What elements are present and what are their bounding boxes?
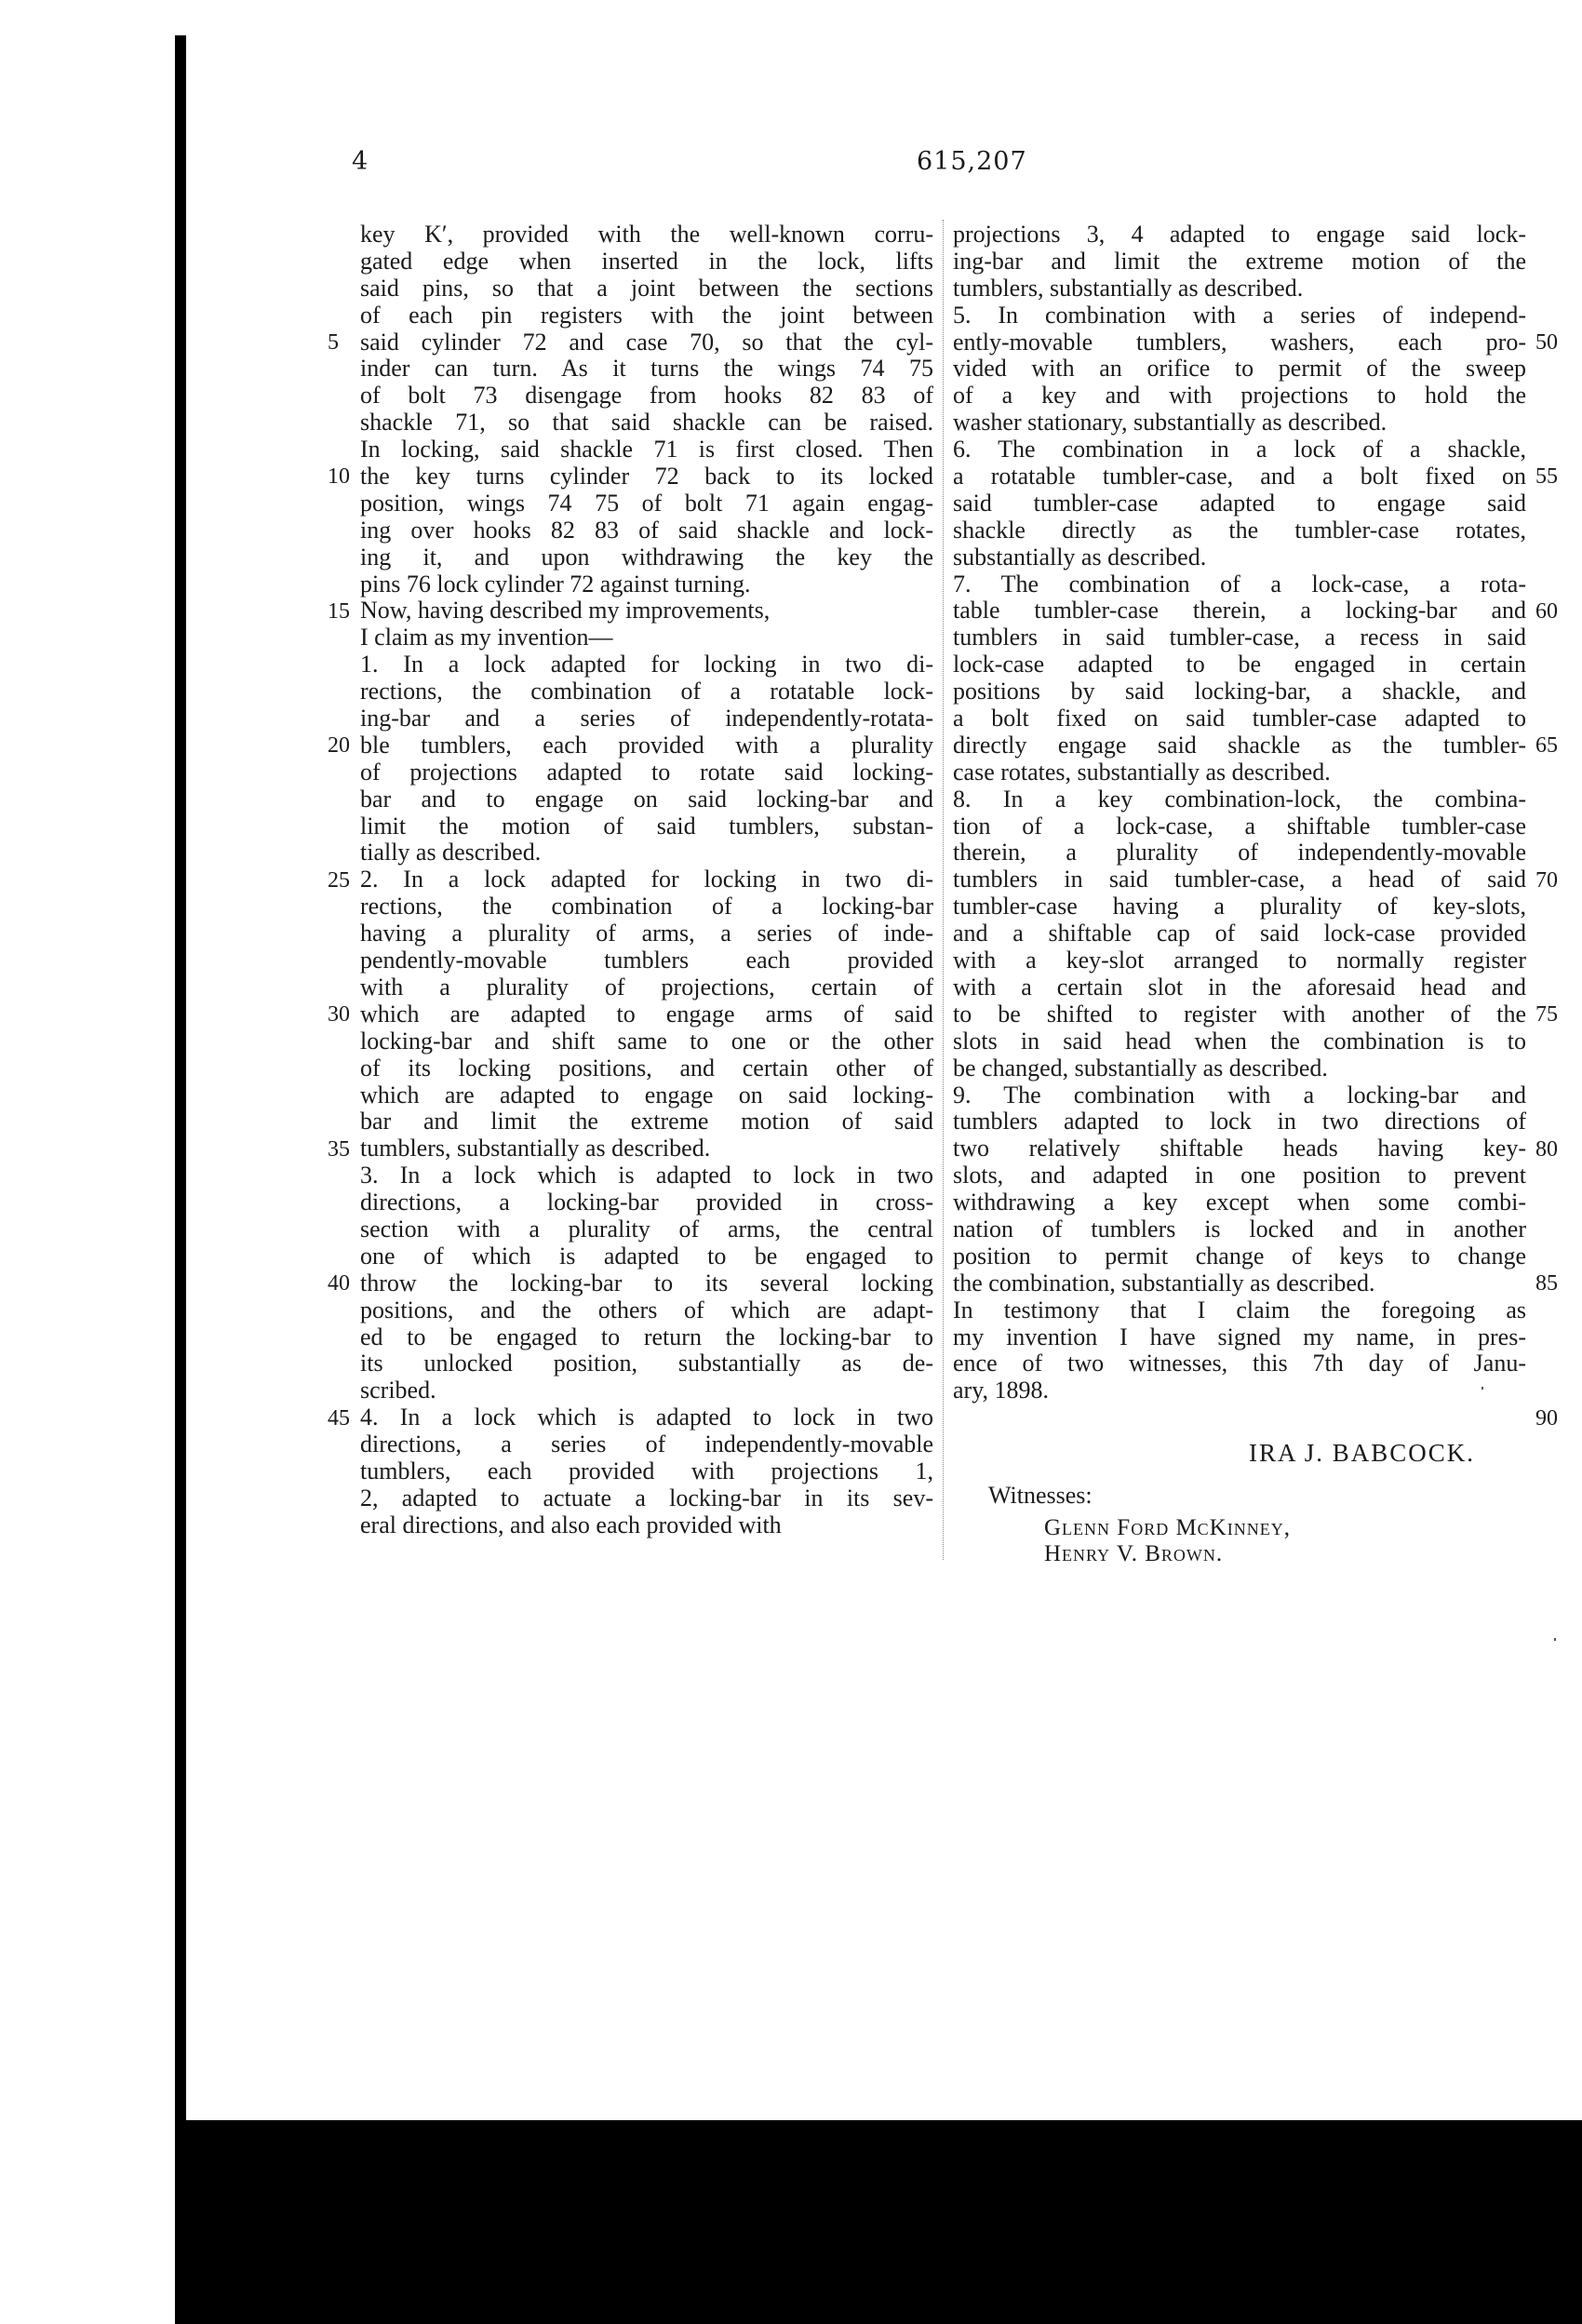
line-number: 60: [1535, 598, 1558, 624]
column-divider: [943, 220, 945, 1560]
text-line: a bolt fixed on said tumbler-case adapted to: [953, 705, 1526, 732]
text-line: positions by said locking-bar, a shackle, and: [953, 678, 1526, 705]
scan-border-bottom: [175, 2120, 1582, 2324]
text-line: of projections adapted to rotate said locking-: [360, 758, 933, 786]
text-line: substantially as described.: [953, 543, 1207, 571]
right-text-column: [953, 222, 1526, 1404]
text-line: tumblers in said tumbler-case, a recess in said: [953, 624, 1526, 652]
text-line: of a key and with projections to hold the: [953, 382, 1526, 410]
text-line: one of which is adapted to be engaged to: [360, 1242, 933, 1269]
text-line: 2, adapted to actuate a locking-bar in its sev-: [360, 1484, 933, 1511]
text-line: bar and to engage on said locking-bar and: [360, 785, 933, 813]
text-line: shackle directly as the tumbler-case rotates,: [953, 516, 1526, 544]
text-line: withdrawing a key except when some combi-: [953, 1189, 1526, 1216]
text-line: said cylinder 72 and case 70, so that the cyl-: [360, 328, 933, 356]
text-line: lock-case adapted to be engaged in certain: [953, 651, 1526, 678]
text-line: of its locking positions, and certain other of: [360, 1054, 933, 1081]
text-line: locking-bar and shift same to one or the other: [360, 1027, 933, 1055]
text-line: rections, the combination of a locking-bar: [360, 893, 933, 920]
text-line: its unlocked position, substantially as de-: [360, 1350, 933, 1377]
text-line: washer stationary, substantially as described.: [953, 409, 1388, 437]
text-line: limit the motion of said tumblers, substan-: [360, 812, 933, 840]
line-number: 25: [328, 867, 350, 893]
text-line: directions, a locking-bar provided in cross-: [360, 1189, 933, 1216]
text-line: In testimony that I claim the foregoing as: [953, 1296, 1526, 1323]
line-number: 35: [328, 1136, 350, 1162]
text-line: which are adapted to engage arms of said: [360, 1000, 933, 1028]
text-line: tumblers, each provided with projections 1,: [360, 1457, 933, 1484]
text-line: the combination, substantially as described.: [953, 1269, 1375, 1296]
witnesses-label: Witnesses:: [988, 1482, 1093, 1509]
text-line: directly engage said shackle as the tumbler-: [953, 731, 1526, 759]
text-line: tumblers, substantially as described.: [953, 274, 1304, 302]
line-number: 75: [1535, 1002, 1558, 1028]
text-line: two relatively shiftable heads having key-: [953, 1135, 1526, 1162]
left-text-column: [360, 222, 933, 1539]
text-line: ence of two witnesses, this 7th day of Janu-: [953, 1350, 1526, 1377]
line-number: 20: [328, 733, 350, 759]
text-line: be changed, substantially as described.: [953, 1054, 1328, 1081]
text-line: 6. The combination in a lock of a shackle,: [953, 436, 1526, 463]
line-number: 55: [1535, 464, 1558, 490]
text-line: and a shiftable cap of said lock-case provided: [953, 920, 1526, 947]
text-line: to be shifted to register with another of the: [953, 1000, 1526, 1028]
text-line: ing it, and upon withdrawing the key the: [360, 543, 933, 571]
text-line: with a plurality of projections, certain of: [360, 973, 933, 1001]
text-line: tion of a lock-case, a shiftable tumbler-case: [953, 812, 1526, 840]
page-number: 4: [352, 147, 369, 176]
text-line: key K′, provided with the well-known corru-: [360, 221, 933, 248]
text-line: ed to be engaged to return the locking-bar to: [360, 1323, 933, 1350]
text-line: position to permit change of keys to change: [953, 1242, 1526, 1269]
text-line: shackle 71, so that said shackle can be raised.: [360, 409, 933, 437]
text-line: tumblers, substantially as described.: [360, 1135, 711, 1162]
text-line: which are adapted to engage on said locking-: [360, 1081, 933, 1108]
text-line: rections, the combination of a rotatable lock-: [360, 678, 933, 705]
text-line: positions, and the others of which are adapt-: [360, 1296, 933, 1323]
scan-border-left: [175, 35, 186, 2288]
witness-name: Henry V. Brown.: [1044, 1541, 1224, 1566]
text-line: bar and limit the extreme motion of said: [360, 1108, 933, 1135]
line-number: 65: [1535, 733, 1558, 759]
text-line: of bolt 73 disengage from hooks 82 83 of: [360, 382, 933, 410]
text-line: 7. The combination of a lock-case, a rota-: [953, 570, 1526, 598]
text-line: tumblers in said tumbler-case, a head of said: [953, 866, 1526, 893]
text-line: ing-bar and limit the extreme motion of the: [953, 247, 1526, 275]
scan-speck: [1554, 1638, 1556, 1641]
line-number: 80: [1535, 1136, 1558, 1162]
text-line: nation of tumblers is locked and in another: [953, 1215, 1526, 1243]
line-number: 50: [1535, 329, 1558, 355]
text-line: with a certain slot in the aforesaid head and: [953, 973, 1526, 1001]
line-number: 40: [328, 1271, 350, 1296]
text-line: ary, 1898.: [953, 1377, 1050, 1404]
line-number: 30: [328, 1002, 350, 1028]
text-line: having a plurality of arms, a series of inde-: [360, 920, 933, 947]
text-line: ing-bar and a series of independently-rotata-: [360, 705, 933, 732]
text-line: 9. The combination with a locking-bar and: [953, 1081, 1526, 1108]
text-line: eral directions, and also each provided with: [360, 1511, 782, 1538]
text-line: the key turns cylinder 72 back to its locked: [360, 463, 933, 490]
line-number: 15: [328, 598, 350, 624]
text-line: scribed.: [360, 1377, 436, 1404]
line-number: 90: [1535, 1405, 1558, 1431]
text-line: case rotates, substantially as described.: [953, 758, 1331, 786]
text-line: therein, a plurality of independently-movable: [953, 839, 1526, 866]
text-line: 8. In a key combination-lock, the combina-: [953, 785, 1526, 813]
text-line: slots, and adapted in one position to prevent: [953, 1162, 1526, 1189]
text-line: pins 76 lock cylinder 72 against turning.: [360, 570, 751, 598]
text-line: pendently-movable tumblers each provided: [360, 947, 933, 974]
text-line: section with a plurality of arms, the central: [360, 1215, 933, 1243]
text-line: projections 3, 4 adapted to engage said lock-: [953, 221, 1526, 248]
patent-number: 615,207: [917, 147, 1027, 176]
witness-name: Glenn Ford McKinney,: [1044, 1515, 1291, 1540]
text-line: my invention I have signed my name, in pres-: [953, 1323, 1526, 1350]
text-line: 1. In a lock adapted for locking in two di-: [360, 651, 933, 678]
text-line: a rotatable tumbler-case, and a bolt fixed on: [953, 463, 1526, 490]
text-line: position, wings 74 75 of bolt 71 again engag-: [360, 489, 933, 517]
line-number: 5: [328, 329, 339, 355]
text-line: said tumbler-case adapted to engage said: [953, 489, 1526, 517]
line-number: 45: [328, 1405, 350, 1431]
text-line: throw the locking-bar to its several locking: [360, 1269, 933, 1296]
inventor-signature: IRA J. BABCOCK.: [1249, 1439, 1476, 1467]
text-line: 4. In a lock which is adapted to lock in two: [360, 1404, 933, 1431]
text-line: with a key-slot arranged to normally register: [953, 947, 1526, 974]
text-line: tially as described.: [360, 839, 542, 866]
text-line: 2. In a lock adapted for locking in two di-: [360, 866, 933, 893]
text-line: slots in said head when the combination is to: [953, 1027, 1526, 1055]
text-line: ble tumblers, each provided with a plurality: [360, 731, 933, 759]
scan-speck: [1481, 1387, 1483, 1390]
text-line: said pins, so that a joint between the sections: [360, 274, 933, 302]
text-line: tumblers adapted to lock in two directions of: [953, 1108, 1526, 1135]
text-line: Now, having described my improvements,: [360, 597, 771, 625]
text-line: In locking, said shackle 71 is first closed. Then: [360, 436, 933, 463]
text-line: 5. In combination with a series of independ-: [953, 301, 1526, 329]
text-line: table tumbler-case therein, a locking-bar and: [953, 597, 1526, 625]
text-line: vided with an orifice to permit of the sweep: [953, 355, 1526, 383]
text-line: of each pin registers with the joint between: [360, 301, 933, 329]
text-line: gated edge when inserted in the lock, lifts: [360, 247, 933, 275]
text-line: inder can turn. As it turns the wings 74 75: [360, 355, 933, 383]
text-line: I claim as my invention—: [360, 624, 613, 652]
text-line: 3. In a lock which is adapted to lock in two: [360, 1162, 933, 1189]
line-number: 85: [1535, 1271, 1558, 1296]
line-number: 70: [1535, 867, 1558, 893]
text-line: directions, a series of independently-movable: [360, 1431, 933, 1458]
text-line: ently-movable tumblers, washers, each pro-: [953, 328, 1526, 356]
line-number: 10: [328, 464, 350, 490]
text-line: ing over hooks 82 83 of said shackle and lock-: [360, 516, 933, 544]
text-line: tumbler-case having a plurality of key-slots,: [953, 893, 1526, 920]
